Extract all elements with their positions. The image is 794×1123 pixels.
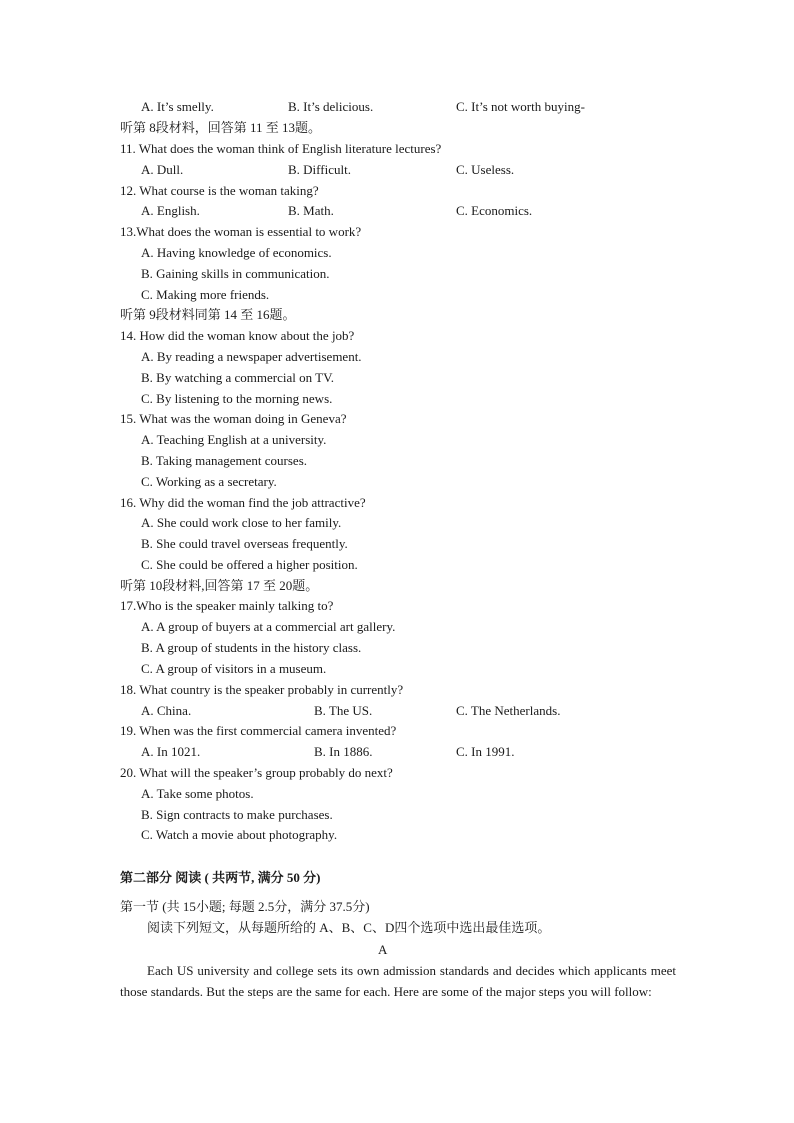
q16-option-a: A. She could work close to her family. <box>141 515 342 530</box>
q19-option-b: B. In 1886. <box>314 744 373 759</box>
q15-stem: 15. What was the woman doing in Geneva? <box>120 411 347 426</box>
q13-stem: 13.What does the woman is essential to work? <box>120 224 362 239</box>
q15-option-b: B. Taking management courses. <box>141 453 308 468</box>
q20-option-b: B. Sign contracts to make purchases. <box>141 807 333 822</box>
listening-heading-9: 听第 9段材料同第 14 至 16题。 <box>120 307 296 322</box>
q18-option-a: A. China. <box>141 703 192 718</box>
q15-option-c: C. Working as a secretary. <box>141 474 277 489</box>
q10-option-b: B. It’s delicious. <box>288 99 374 114</box>
q12-option-b: B. Math. <box>288 203 334 218</box>
q13-option-c: C. Making more friends. <box>141 287 270 302</box>
q13-option-b: B. Gaining skills in communication. <box>141 266 330 281</box>
q18-stem: 18. What country is the speaker probably in currently? <box>120 682 404 697</box>
q14-stem: 14. How did the woman know about the job? <box>120 328 355 343</box>
q17-option-c: C. A group of visitors in a museum. <box>141 661 327 676</box>
q12-stem: 12. What course is the woman taking? <box>120 183 319 198</box>
q17-option-a: A. A group of buyers at a commercial art gallery. <box>141 619 396 634</box>
q11-option-a: A. Dull. <box>141 162 184 177</box>
q15-option-a: A. Teaching English at a university. <box>141 432 327 447</box>
q17-stem: 17.Who is the speaker mainly talking to? <box>120 598 334 613</box>
q20-stem: 20. What will the speaker’s group probably do next? <box>120 765 393 780</box>
q11-option-b: B. Difficult. <box>288 162 351 177</box>
q14-option-b: B. By watching a commercial on TV. <box>141 370 335 385</box>
q11-option-c: C. Useless. <box>456 162 515 177</box>
q20-option-a: A. Take some photos. <box>141 786 254 801</box>
q19-option-a: A. In 1021. <box>141 744 201 759</box>
q18-option-c: C. The Netherlands. <box>456 703 561 718</box>
q19-option-c: C. In 1991. <box>456 744 515 759</box>
q17-option-b: B. A group of students in the history class. <box>141 640 362 655</box>
q12-option-a: A. English. <box>141 203 200 218</box>
q16-stem: 16. Why did the woman find the job attractive? <box>120 495 366 510</box>
section-one-title: 第一节 (共 15小题; 每题 2.5分，满分 37.5分) <box>120 899 370 914</box>
q19-stem: 19. When was the first commercial camera invented? <box>120 723 397 738</box>
q12-option-c: C. Economics. <box>456 203 533 218</box>
listening-heading-8: 听第 8段材料，回答第 11 至 13题。 <box>120 120 322 135</box>
part-two-title: 第二部分 阅读 ( 共两节, 满分 50 分) <box>120 870 321 885</box>
q14-option-a: A. By reading a newspaper advertisement. <box>141 349 362 364</box>
q14-option-c: C. By listening to the morning news. <box>141 391 333 406</box>
q16-option-c: C. She could be offered a higher position. <box>141 557 358 572</box>
passage-text: Each US university and college sets its own admission standards and decides which applicants meet those standards. But the steps are the same for each. Here are some of the major steps you will follow: <box>120 963 676 999</box>
q13-option-a: A. Having knowledge of economics. <box>141 245 332 260</box>
q18-option-b: B. The US. <box>314 703 373 718</box>
reading-instruction: 阅读下列短文，从每题所给的 A、B、C、D四个选项中选出最佳选项。 <box>147 920 551 935</box>
q10-option-a: A. It’s smelly. <box>141 99 214 114</box>
q16-option-b: B. She could travel overseas frequently. <box>141 536 348 551</box>
q10-option-c: C. It’s not worth buying- <box>456 99 585 114</box>
listening-heading-10: 听第 10段材料,回答第 17 至 20题。 <box>120 578 319 593</box>
q11-stem: 11. What does the woman think of English literature lectures? <box>120 141 442 156</box>
q20-option-c: C. Watch a movie about photography. <box>141 827 338 842</box>
passage-letter: A <box>378 942 388 957</box>
